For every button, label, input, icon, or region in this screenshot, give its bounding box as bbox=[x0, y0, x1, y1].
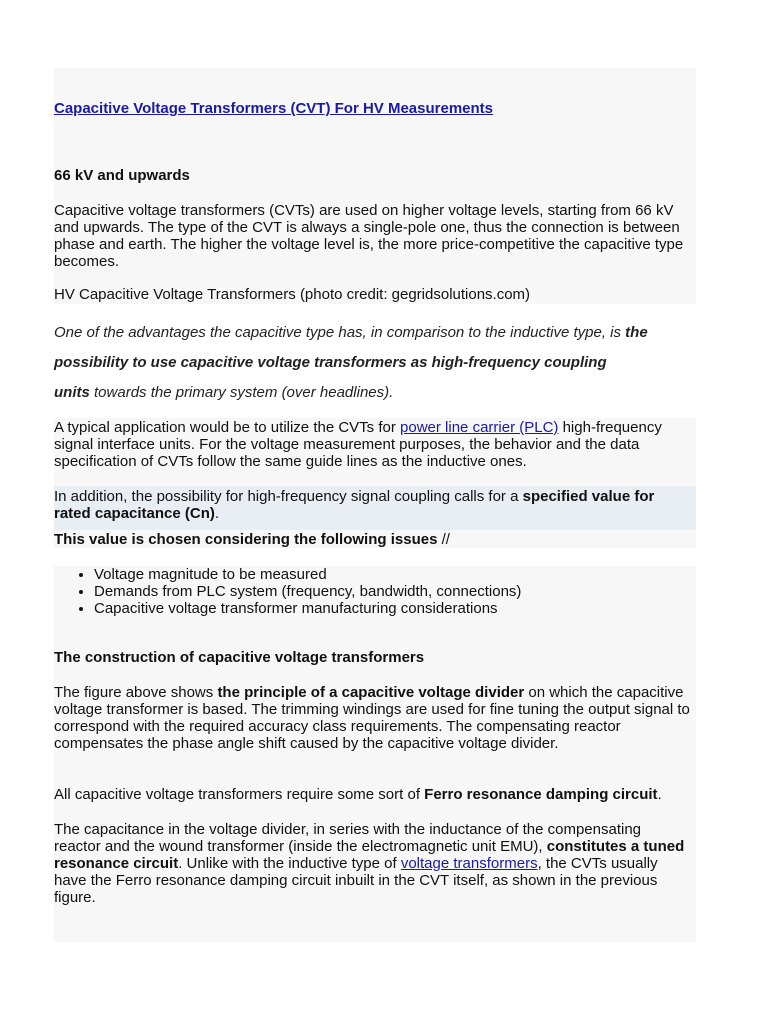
section-heading-66kv: 66 kV and upwards bbox=[54, 167, 190, 184]
quote-tail: towards the primary system (over headlines). bbox=[89, 384, 394, 401]
p3-tail: , the CVTs usually have the Ferro resonance damping circuit inbuilt in the CVT itself, as shown in the previous figure. bbox=[54, 855, 658, 906]
p3-mid: . Unlike with the inductive type of bbox=[178, 855, 401, 872]
article-title-link[interactable]: Capacitive Voltage Transformers (CVT) For HV Measurements bbox=[54, 100, 494, 117]
p1-bold: the principle of a capacitive voltage divider bbox=[217, 684, 525, 701]
p1-tail: on which the capacitive voltage transformer is based. The trimming windings are used for fine tuning the output signal to correspond with the required accuracy class requirements. The compensating reactor compensates the phase angle shift caused by the capacitive voltage divider. bbox=[54, 684, 690, 752]
advantage-quote bbox=[54, 324, 696, 404]
photo-caption: HV Capacitive Voltage Transformers (photo credit: gegridsolutions.com) bbox=[54, 286, 531, 303]
addition-tail: . bbox=[214, 505, 220, 522]
plc-link[interactable]: power line carrier (PLC) bbox=[400, 419, 559, 436]
p2-tail: . bbox=[657, 786, 662, 803]
addition-section bbox=[54, 486, 696, 530]
issues-list bbox=[54, 566, 694, 617]
list-item: • Voltage magnitude to be measured bbox=[94, 566, 694, 583]
list-item: • Capacitive voltage transformer manufacturing considerations bbox=[94, 600, 694, 617]
issues-heading-tail: // bbox=[437, 531, 450, 548]
p2-lead: All capacitive voltage transformers require some sort of bbox=[54, 786, 425, 803]
addition-lead: In addition, the possibility for high-frequency signal coupling calls for a bbox=[54, 488, 523, 505]
plc-section bbox=[54, 418, 696, 486]
construction-paragraph-1 bbox=[54, 684, 690, 752]
p3-lead: The capacitance in the voltage divider, in series with the inductance of the compensating reactor and the wound transformer (inside the electromagnetic unit EMU), bbox=[54, 821, 642, 855]
plc-tail: high-frequency signal interface units. For the voltage measurement purposes, the behavior and the data specification of CVTs follow the same guide lines as the inductive ones. bbox=[54, 419, 662, 470]
p3-bold: constitutes a tuned resonance circuit bbox=[54, 838, 685, 872]
construction-heading: The construction of capacitive voltage transformers bbox=[54, 649, 425, 666]
quote-bold-2: possibility to use capacitive voltage transformers as high-frequency coupling bbox=[54, 354, 607, 371]
intro-section bbox=[54, 68, 696, 304]
addition-bold: specified value for rated capacitance (Cn) bbox=[54, 488, 655, 522]
p1-lead: The figure above shows bbox=[54, 684, 218, 701]
plc-lead: A typical application would be to utilize the CVTs for bbox=[54, 419, 401, 436]
quote-bold-1: the bbox=[625, 324, 648, 341]
issues-heading-section bbox=[54, 530, 696, 548]
construction-paragraph-2 bbox=[54, 786, 696, 803]
issues-heading: This value is chosen considering the following issues bbox=[54, 531, 438, 548]
construction-paragraph-3 bbox=[54, 821, 686, 906]
construction-section bbox=[54, 566, 696, 942]
voltage-transformers-link[interactable]: voltage transformers bbox=[400, 855, 538, 872]
p2-bold: Ferro resonance damping circuit bbox=[424, 786, 658, 803]
list-item: • Demands from PLC system (frequency, bandwidth, connections) bbox=[94, 583, 694, 600]
quote-bold-3: units bbox=[54, 384, 90, 401]
intro-paragraph: Capacitive voltage transformers (CVTs) are used on higher voltage levels, starting from 66 kV and upwards. The type of the CVT is always a single-pole one, thus the connection is between phase and earth. The higher the voltage level is, the more price-competitive the capacitive type becomes. bbox=[54, 202, 684, 270]
quote-lead: One of the advantages the capacitive type has, in comparison to the inductive type, is bbox=[54, 324, 626, 341]
